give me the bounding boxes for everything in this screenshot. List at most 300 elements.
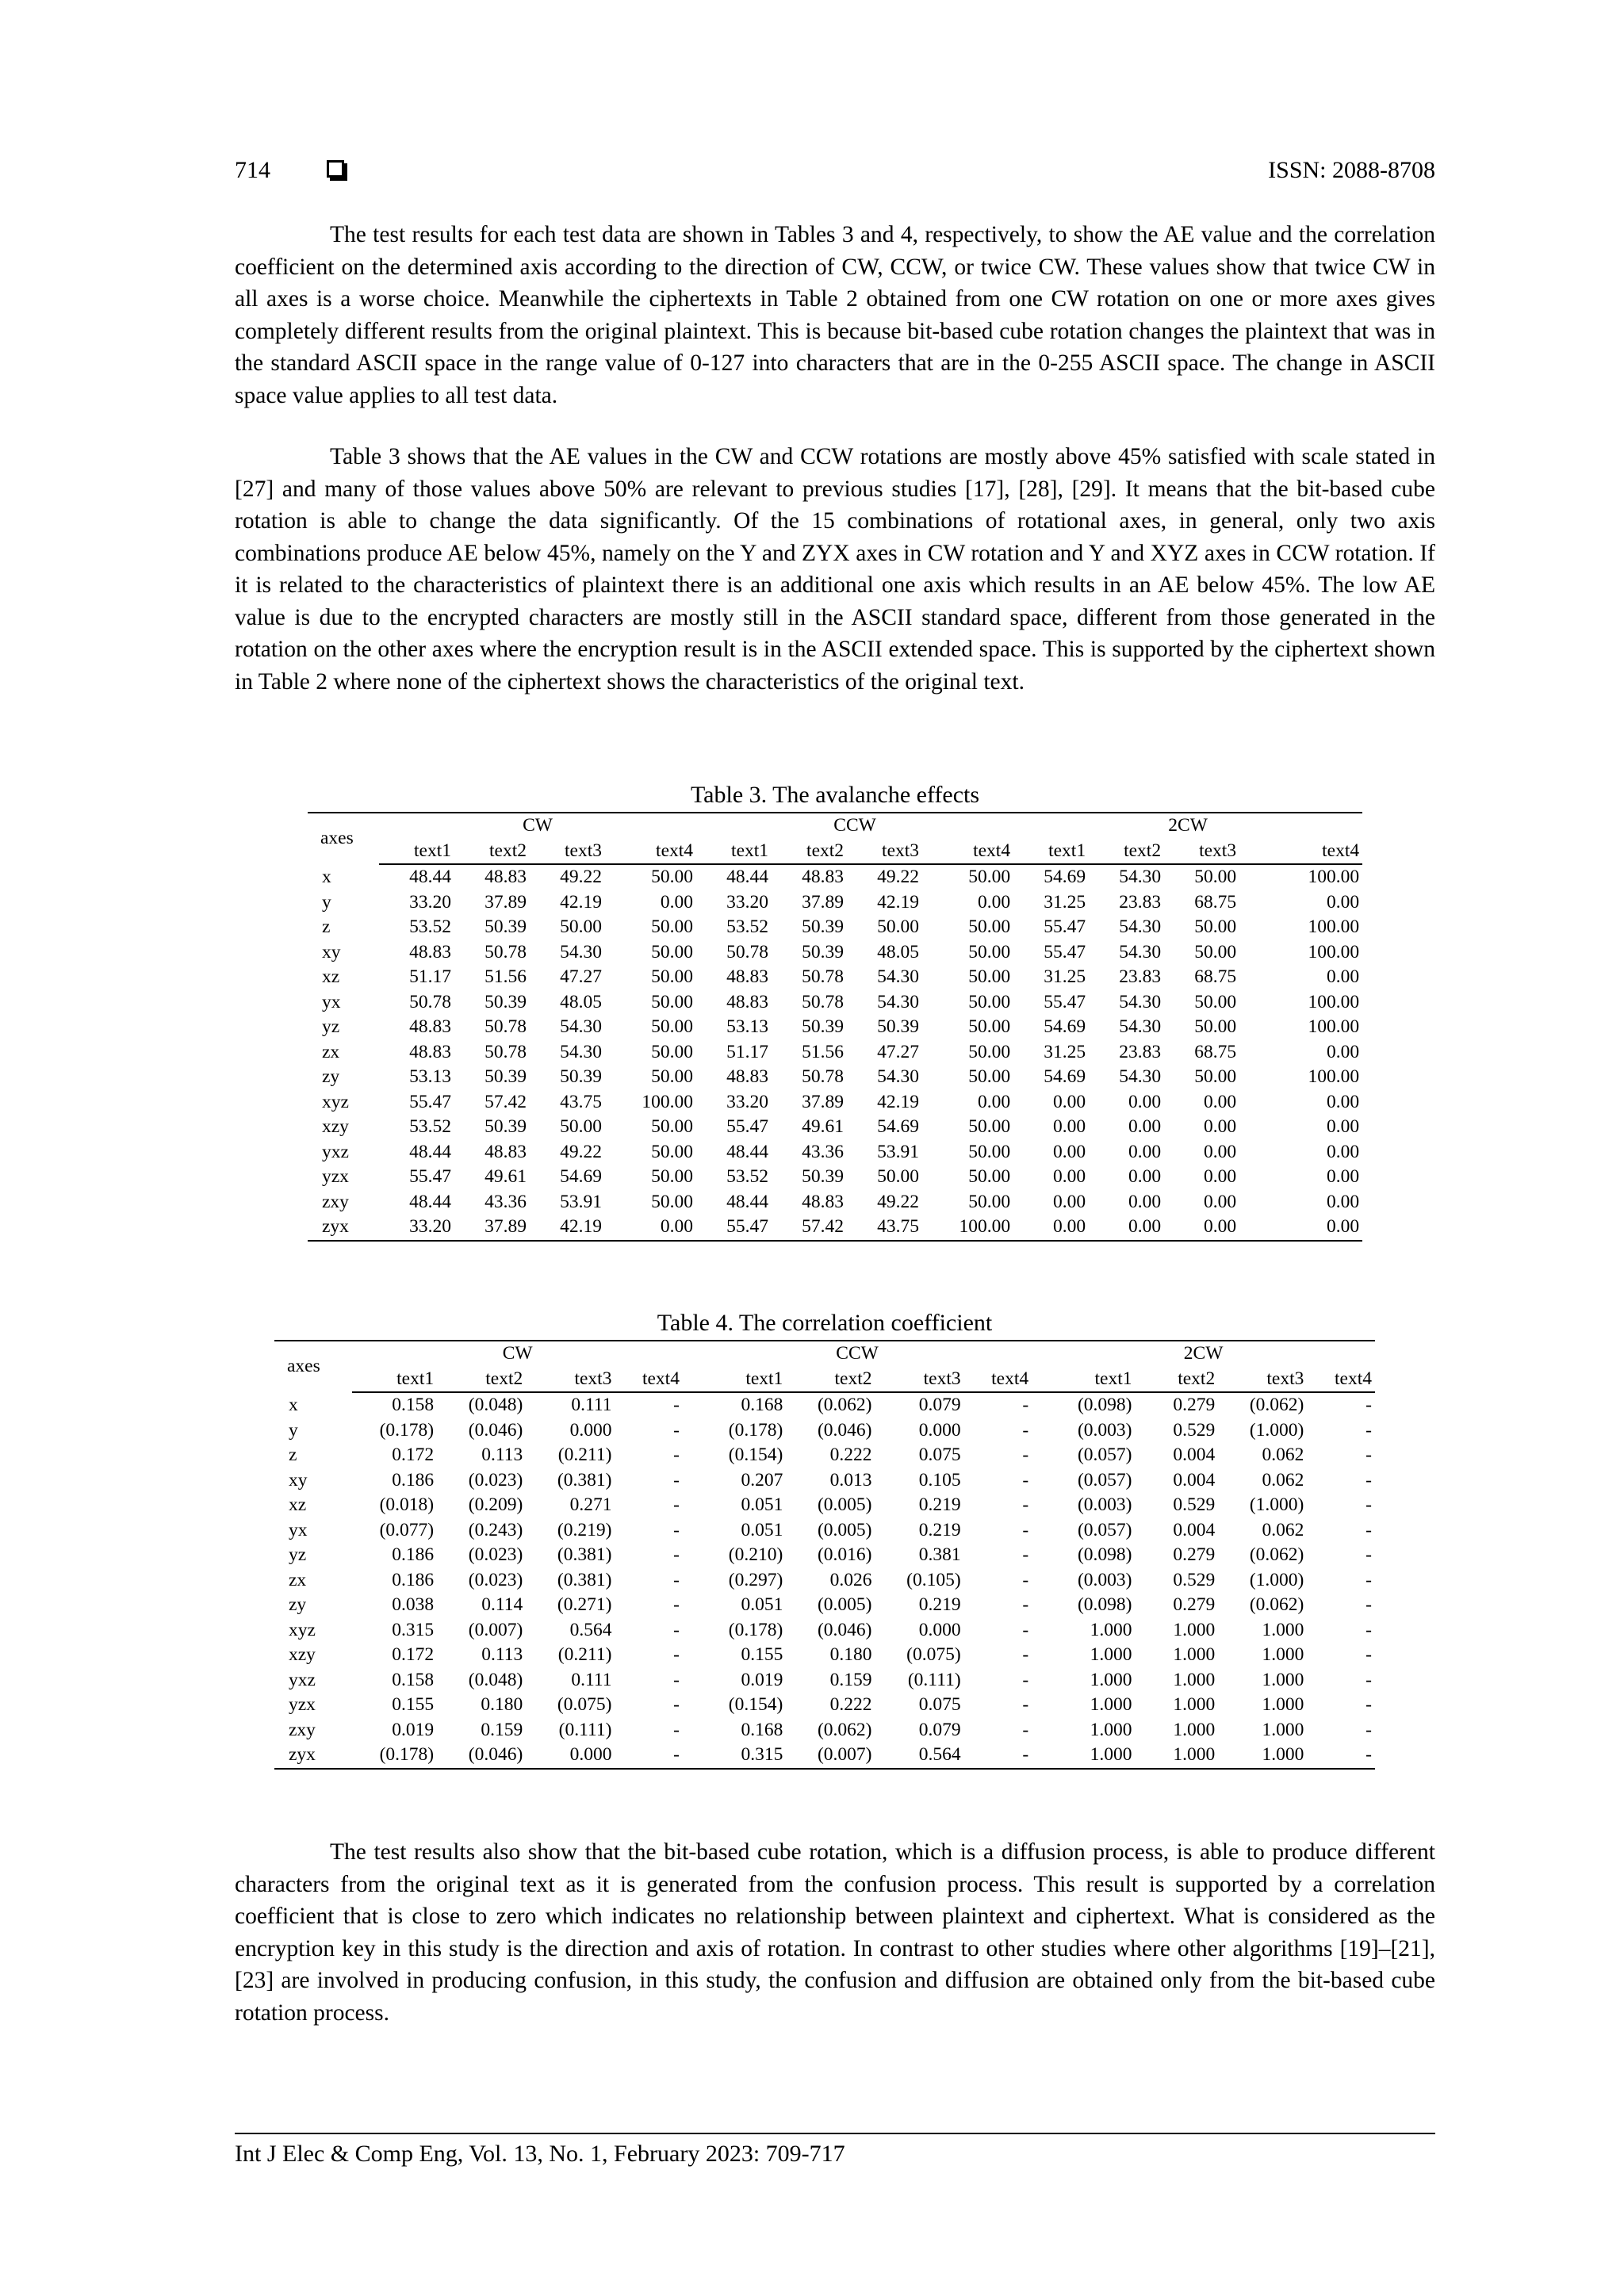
table3-axes-header: axes	[308, 813, 379, 864]
table4-subheader-text2: text2	[1136, 1367, 1219, 1393]
value-cell: (0.005)	[817, 1594, 872, 1615]
value-cell: (0.046)	[817, 1419, 872, 1441]
value-cell: 1.000	[1090, 1619, 1132, 1640]
value-cell: 0.207	[741, 1469, 783, 1490]
value-cell: 0.00	[1203, 1116, 1237, 1137]
value-cell: 53.91	[560, 1191, 602, 1212]
value-cell: (0.077)	[379, 1519, 435, 1540]
value-cell: -	[1365, 1445, 1372, 1465]
value-cell: -	[1365, 1419, 1372, 1441]
table-row	[274, 1743, 1375, 1769]
value-cell: (0.005)	[817, 1519, 872, 1540]
value-cell: 0.00	[1128, 1191, 1162, 1212]
value-cell: 0.186	[392, 1469, 435, 1490]
table-row	[274, 1668, 1375, 1693]
value-cell: -	[673, 1419, 680, 1441]
table3-subheader-text4: text4	[605, 839, 696, 865]
value-cell: -	[673, 1594, 680, 1615]
table-row	[274, 1468, 1375, 1494]
value-cell: (0.211)	[557, 1644, 612, 1665]
table4-axes-header: axes	[274, 1341, 352, 1392]
value-cell: 50.39	[485, 991, 527, 1012]
value-cell: 50.00	[877, 1166, 920, 1187]
value-cell: 0.180	[481, 1694, 523, 1715]
value-cell: 50.00	[651, 1016, 694, 1037]
value-cell: 0.279	[1173, 1594, 1216, 1615]
value-cell: 0.529	[1173, 1569, 1216, 1590]
table4-group-2cw: 2CW	[1032, 1341, 1375, 1367]
value-cell: 0.186	[392, 1544, 435, 1565]
value-cell: 0.004	[1173, 1519, 1216, 1540]
value-cell: (0.005)	[817, 1494, 872, 1515]
axes-cell: zy	[289, 1594, 307, 1615]
value-cell: 48.44	[409, 867, 451, 887]
value-cell: 50.00	[651, 1066, 694, 1087]
value-cell: (0.062)	[1249, 1594, 1304, 1615]
axes-cell: yzx	[322, 1166, 349, 1187]
value-cell: 50.00	[968, 1066, 1011, 1087]
value-cell: 68.75	[1194, 966, 1237, 987]
value-cell: 50.78	[409, 991, 451, 1012]
value-cell: 54.69	[1044, 867, 1086, 887]
value-cell: 50.00	[560, 1116, 602, 1137]
value-cell: 33.20	[409, 891, 451, 913]
value-cell: 0.00	[1128, 1091, 1162, 1112]
axes-cell: yz	[322, 1016, 340, 1037]
value-cell: 50.78	[802, 991, 845, 1012]
axes-cell: xz	[289, 1494, 307, 1515]
value-cell: 0.105	[918, 1469, 961, 1490]
table3-subheader-text1: text1	[1013, 839, 1089, 865]
table-row	[274, 1693, 1375, 1718]
value-cell: (0.046)	[817, 1619, 872, 1640]
value-cell: 1.000	[1173, 1694, 1216, 1715]
value-cell: 50.00	[651, 1141, 694, 1162]
value-cell: 68.75	[1194, 891, 1237, 913]
value-cell: 0.00	[1128, 1141, 1162, 1162]
value-cell: (0.297)	[728, 1569, 783, 1590]
value-cell: 50.00	[968, 1041, 1011, 1062]
value-cell: 49.22	[877, 1191, 920, 1212]
value-cell: 0.113	[481, 1445, 523, 1465]
value-cell: 0.019	[392, 1719, 435, 1740]
value-cell: 48.05	[560, 991, 602, 1012]
value-cell: 1.000	[1136, 1743, 1219, 1769]
value-cell: -	[1365, 1569, 1372, 1590]
table3-subheader-text3: text3	[1164, 839, 1239, 865]
page-number: 714	[235, 157, 270, 183]
value-cell: (0.007)	[468, 1619, 523, 1640]
value-cell: (0.062)	[1249, 1544, 1304, 1565]
value-cell: 33.20	[379, 1215, 454, 1241]
value-cell: 0.111	[571, 1669, 612, 1690]
value-cell: 0.168	[741, 1395, 783, 1415]
table3-subheader-text1: text1	[379, 839, 454, 865]
value-cell: -	[1022, 1395, 1029, 1415]
value-cell: 51.56	[485, 966, 527, 987]
value-cell: 33.20	[726, 891, 769, 913]
table4-subheader-text1: text1	[352, 1367, 437, 1393]
table-row	[308, 1215, 1362, 1241]
value-cell: 31.25	[1044, 1041, 1086, 1062]
value-cell: (0.105)	[906, 1569, 961, 1590]
table4-subheader-text2: text2	[786, 1367, 875, 1393]
table4-subheader-text3: text3	[1218, 1367, 1307, 1393]
table-row	[274, 1518, 1375, 1544]
value-cell: 54.30	[1119, 867, 1162, 887]
value-cell: 0.00	[1203, 1191, 1237, 1212]
value-cell: (0.046)	[437, 1743, 526, 1769]
value-cell: 0.000	[569, 1419, 612, 1441]
value-cell: -	[673, 1469, 680, 1490]
value-cell: -	[1365, 1519, 1372, 1540]
value-cell: -	[1365, 1544, 1372, 1565]
value-cell: 54.30	[1119, 1066, 1162, 1087]
value-cell: 43.36	[485, 1191, 527, 1212]
paragraph-correlation-discussion: The test results also show that the bit-based cube rotation, which is a diffusion process, is able to produce different characters from the original text as it is generated from the confusion process. This result is supported by a correlation coefficient that is close to zero which indicates no relationship between plaintext and ciphertext. What is considered as the encryption key in this study is the direction and axis of rotation. In contrast to other studies where other algorithms [19]–[21], [23] are involved in producing confusion, in this study, the confusion and diffusion are obtained only from the bit-based cube rotation process.	[235, 1839, 1435, 2026]
value-cell: 0.113	[481, 1644, 523, 1665]
value-cell: 0.564	[569, 1619, 612, 1640]
table4-subheader-text1: text1	[683, 1367, 786, 1393]
value-cell: 37.89	[802, 1091, 845, 1112]
value-cell: 50.00	[651, 1166, 694, 1187]
value-cell: 0.019	[741, 1669, 783, 1690]
value-cell: 0.004	[1173, 1445, 1216, 1465]
value-cell: 55.47	[1044, 916, 1086, 937]
value-cell: 50.00	[560, 916, 602, 937]
table3-subheader-row	[308, 839, 1362, 865]
value-cell: (0.154)	[728, 1694, 783, 1715]
table-row	[308, 1065, 1362, 1090]
value-cell: 50.00	[1194, 1016, 1237, 1037]
value-cell: 50.00	[651, 966, 694, 987]
value-cell: 50.00	[968, 1141, 1011, 1162]
table4-group-ccw: CCW	[683, 1341, 1032, 1367]
value-cell: -	[1022, 1469, 1029, 1490]
value-cell: 0.114	[481, 1594, 523, 1615]
table-row	[308, 890, 1362, 916]
value-cell: -	[1365, 1619, 1372, 1640]
axes-cell: zyx	[308, 1215, 379, 1241]
value-cell: 49.22	[560, 867, 602, 887]
value-cell: -	[1022, 1619, 1029, 1640]
value-cell: 1.000	[1032, 1743, 1135, 1769]
value-cell: 0.00	[977, 891, 1011, 913]
value-cell: 1.000	[1173, 1644, 1216, 1665]
value-cell: 1.000	[1262, 1719, 1304, 1740]
table3-caption: Table 3. The avalanche effects	[690, 782, 980, 808]
value-cell: -	[673, 1494, 680, 1515]
table4-subheader-text3: text3	[526, 1367, 615, 1393]
value-cell: 0.00	[1052, 1116, 1086, 1137]
value-cell: 0.00	[1327, 966, 1360, 987]
value-cell: 23.83	[1119, 891, 1162, 913]
value-cell: 0.158	[392, 1395, 435, 1415]
table3-subheader-text2: text2	[772, 839, 847, 865]
axes-cell: xy	[322, 941, 341, 962]
table4-subheader-text3: text3	[875, 1367, 963, 1393]
value-cell: 0.219	[918, 1494, 961, 1515]
value-cell: 1.000	[1090, 1644, 1132, 1665]
value-cell: 0.172	[392, 1445, 435, 1465]
table4-group-cw: CW	[352, 1341, 683, 1367]
value-cell: 0.00	[1052, 1141, 1086, 1162]
value-cell: -	[673, 1569, 680, 1590]
value-cell: 57.42	[485, 1091, 527, 1112]
value-cell: -	[1022, 1644, 1029, 1665]
value-cell: 53.52	[409, 916, 451, 937]
value-cell: (0.209)	[468, 1494, 523, 1515]
value-cell: 0.219	[918, 1519, 961, 1540]
value-cell: 0.038	[392, 1594, 435, 1615]
value-cell: -	[1022, 1669, 1029, 1690]
value-cell: 0.279	[1173, 1395, 1216, 1415]
value-cell: 49.22	[877, 867, 920, 887]
value-cell: 100.00	[1308, 916, 1360, 937]
value-cell: 47.27	[560, 966, 602, 987]
value-cell: 100.00	[1308, 867, 1360, 887]
value-cell: 31.25	[1044, 966, 1086, 987]
value-cell: 0.529	[1173, 1419, 1216, 1441]
value-cell: 50.00	[968, 966, 1011, 987]
table4-subheader-text4: text4	[1307, 1367, 1375, 1393]
value-cell: (0.271)	[557, 1594, 612, 1615]
table-row	[308, 1165, 1362, 1190]
table-row	[274, 1643, 1375, 1668]
table3-subheader-text1: text1	[696, 839, 772, 865]
value-cell: (0.178)	[352, 1743, 437, 1769]
value-cell: 48.83	[802, 1191, 845, 1212]
value-cell: (0.111)	[907, 1669, 961, 1690]
value-cell: 50.78	[485, 941, 527, 962]
value-cell: 55.47	[696, 1215, 772, 1241]
value-cell: 54.30	[877, 1066, 920, 1087]
value-cell: 54.30	[560, 1041, 602, 1062]
table4-subheader-text1: text1	[1032, 1367, 1135, 1393]
value-cell: (0.057)	[1077, 1469, 1132, 1490]
value-cell: (0.023)	[468, 1544, 523, 1565]
value-cell: 48.44	[726, 867, 769, 887]
axes-cell: z	[289, 1445, 297, 1465]
value-cell: -	[673, 1719, 680, 1740]
value-cell: 100.00	[922, 1215, 1013, 1241]
value-cell: -	[673, 1544, 680, 1565]
value-cell: 51.17	[726, 1041, 769, 1062]
value-cell: 53.52	[726, 916, 769, 937]
value-cell: 0.013	[829, 1469, 872, 1490]
value-cell: (0.111)	[558, 1719, 612, 1740]
value-cell: 0.051	[741, 1594, 783, 1615]
value-cell: 42.19	[877, 891, 920, 913]
table-row	[308, 1015, 1362, 1040]
axes-cell: z	[322, 916, 331, 937]
paragraph-results-intro: The test results for each test data are shown in Tables 3 and 4, respectively, to show the AE value and the correlation coefficient on the determined axis according to the direction of CW, CCW, or twice CW. These values show that twice CW in all axes is a worse choice. Meanwhile the ciphertexts in Table 2 obtained from one CW rotation on one or more axes gives completely different results from the original plaintext. This is because bit-based cube rotation changes the plaintext that was in the standard ASCII space in the range value of 0-127 into characters that are in the 0-255 ASCII space. The change in ASCII space value applies to all test data.	[235, 222, 1435, 408]
value-cell: (0.003)	[1077, 1494, 1132, 1515]
axes-cell: zxy	[289, 1719, 316, 1740]
value-cell: 23.83	[1119, 966, 1162, 987]
value-cell: 0.00	[1128, 1116, 1162, 1137]
value-cell: -	[1365, 1694, 1372, 1715]
axes-cell: zx	[289, 1569, 307, 1590]
value-cell: 0.00	[1013, 1215, 1089, 1241]
table3-body	[308, 864, 1362, 1241]
table4-body	[274, 1392, 1375, 1769]
value-cell: 50.00	[651, 1041, 694, 1062]
value-cell: -	[1365, 1594, 1372, 1615]
value-cell: (0.243)	[468, 1519, 523, 1540]
value-cell: 0.111	[571, 1395, 612, 1415]
value-cell: (0.003)	[1077, 1419, 1132, 1441]
value-cell: 54.30	[1119, 1016, 1162, 1037]
value-cell: 50.00	[968, 941, 1011, 962]
value-cell: 54.69	[1044, 1016, 1086, 1037]
value-cell: 54.30	[1119, 991, 1162, 1012]
axes-cell: y	[289, 1419, 298, 1441]
value-cell: (0.154)	[728, 1445, 783, 1465]
axes-cell: yx	[289, 1519, 308, 1540]
value-cell: 1.000	[1090, 1669, 1132, 1690]
value-cell: 53.52	[409, 1116, 451, 1137]
value-cell: 48.83	[726, 991, 769, 1012]
square-bullet-icon	[327, 160, 344, 178]
value-cell: 55.47	[726, 1116, 769, 1137]
value-cell: (0.178)	[728, 1619, 783, 1640]
value-cell: 1.000	[1173, 1669, 1216, 1690]
value-cell: -	[673, 1644, 680, 1665]
value-cell: 0.00	[1327, 891, 1360, 913]
axes-cell: yx	[322, 991, 341, 1012]
value-cell: (0.381)	[557, 1469, 612, 1490]
value-cell: (0.381)	[557, 1544, 612, 1565]
value-cell: (0.007)	[786, 1743, 875, 1769]
table-row	[308, 864, 1362, 890]
value-cell: 0.00	[1089, 1215, 1164, 1241]
axes-cell: zx	[322, 1041, 340, 1062]
value-cell: 50.39	[877, 1016, 920, 1037]
value-cell: 0.075	[918, 1694, 961, 1715]
value-cell: 50.00	[651, 1191, 694, 1212]
axes-cell: zy	[322, 1066, 340, 1087]
value-cell: 0.00	[1327, 1166, 1360, 1187]
value-cell: 50.00	[1194, 867, 1237, 887]
axes-cell: xyz	[289, 1619, 316, 1640]
value-cell: (0.062)	[817, 1719, 872, 1740]
table-row	[274, 1593, 1375, 1618]
value-cell: 37.89	[454, 1215, 530, 1241]
value-cell: 23.83	[1119, 1041, 1162, 1062]
value-cell: -	[1022, 1544, 1029, 1565]
value-cell: 48.44	[409, 1191, 451, 1212]
value-cell: 0.062	[1262, 1469, 1304, 1490]
value-cell: 50.00	[877, 916, 920, 937]
value-cell: 54.30	[1119, 916, 1162, 937]
value-cell: (0.057)	[1077, 1445, 1132, 1465]
table3-group-2cw: 2CW	[1013, 813, 1362, 839]
value-cell: 43.75	[847, 1215, 922, 1241]
value-cell: 0.00	[1052, 1191, 1086, 1212]
value-cell: 0.00	[1203, 1166, 1237, 1187]
value-cell: 48.83	[726, 966, 769, 987]
value-cell: (1.000)	[1249, 1419, 1304, 1441]
table-row	[308, 1190, 1362, 1215]
value-cell: 50.00	[1194, 941, 1237, 962]
table4-subheader-text2: text2	[437, 1367, 526, 1393]
value-cell: 50.78	[802, 966, 845, 987]
axes-cell: yzx	[289, 1694, 316, 1715]
axes-cell: xyz	[322, 1091, 349, 1112]
value-cell: -	[1365, 1719, 1372, 1740]
value-cell: -	[1365, 1395, 1372, 1415]
table3-subheader-text2: text2	[454, 839, 530, 865]
value-cell: 53.91	[877, 1141, 920, 1162]
axes-cell: yxz	[322, 1141, 349, 1162]
value-cell: -	[673, 1445, 680, 1465]
value-cell: -	[1022, 1719, 1029, 1740]
value-cell: 1.000	[1218, 1743, 1307, 1769]
value-cell: 1.000	[1262, 1644, 1304, 1665]
value-cell: 0.004	[1173, 1469, 1216, 1490]
table3-group-ccw: CCW	[696, 813, 1013, 839]
value-cell: 50.00	[968, 916, 1011, 937]
axes-cell: zxy	[322, 1191, 349, 1212]
value-cell: 54.69	[877, 1116, 920, 1137]
value-cell: 0.155	[392, 1694, 435, 1715]
value-cell: -	[1307, 1743, 1375, 1769]
table-row	[274, 1618, 1375, 1644]
value-cell: 100.00	[1308, 941, 1360, 962]
value-cell: 0.000	[918, 1619, 961, 1640]
value-cell: 0.075	[918, 1445, 961, 1465]
value-cell: (0.048)	[468, 1395, 523, 1415]
table-row	[308, 965, 1362, 990]
value-cell: 54.30	[877, 991, 920, 1012]
value-cell: -	[1022, 1519, 1029, 1540]
table3-subheader-text2: text2	[1089, 839, 1164, 865]
value-cell: -	[673, 1694, 680, 1715]
value-cell: 0.00	[1052, 1091, 1086, 1112]
value-cell: 55.47	[409, 1091, 451, 1112]
value-cell: 51.17	[409, 966, 451, 987]
value-cell: 48.83	[485, 1141, 527, 1162]
value-cell: 42.19	[877, 1091, 920, 1112]
value-cell: 50.39	[485, 1066, 527, 1087]
value-cell: 54.30	[1119, 941, 1162, 962]
value-cell: 0.158	[392, 1669, 435, 1690]
value-cell: -	[1365, 1669, 1372, 1690]
value-cell: 54.30	[560, 1016, 602, 1037]
value-cell: 0.168	[741, 1719, 783, 1740]
axes-cell: yxz	[289, 1669, 316, 1690]
value-cell: (0.098)	[1077, 1544, 1132, 1565]
value-cell: (0.381)	[557, 1569, 612, 1590]
value-cell: (0.219)	[557, 1519, 612, 1540]
value-cell: 0.222	[829, 1445, 872, 1465]
value-cell: 0.00	[1327, 1091, 1360, 1112]
value-cell: 0.222	[829, 1694, 872, 1715]
value-cell: (0.003)	[1077, 1569, 1132, 1590]
value-cell: -	[1022, 1594, 1029, 1615]
value-cell: 100.00	[1308, 1016, 1360, 1037]
value-cell: (0.098)	[1077, 1594, 1132, 1615]
value-cell: 0.00	[1203, 1091, 1237, 1112]
axes-cell: xz	[322, 966, 340, 987]
value-cell: 0.00	[660, 891, 694, 913]
value-cell: 0.00	[1239, 1215, 1362, 1241]
value-cell: -	[1022, 1445, 1029, 1465]
value-cell: (0.062)	[1249, 1395, 1304, 1415]
value-cell: 57.42	[772, 1215, 847, 1241]
footer-citation: Int J Elec & Comp Eng, Vol. 13, No. 1, February 2023: 709-717	[235, 2141, 845, 2167]
